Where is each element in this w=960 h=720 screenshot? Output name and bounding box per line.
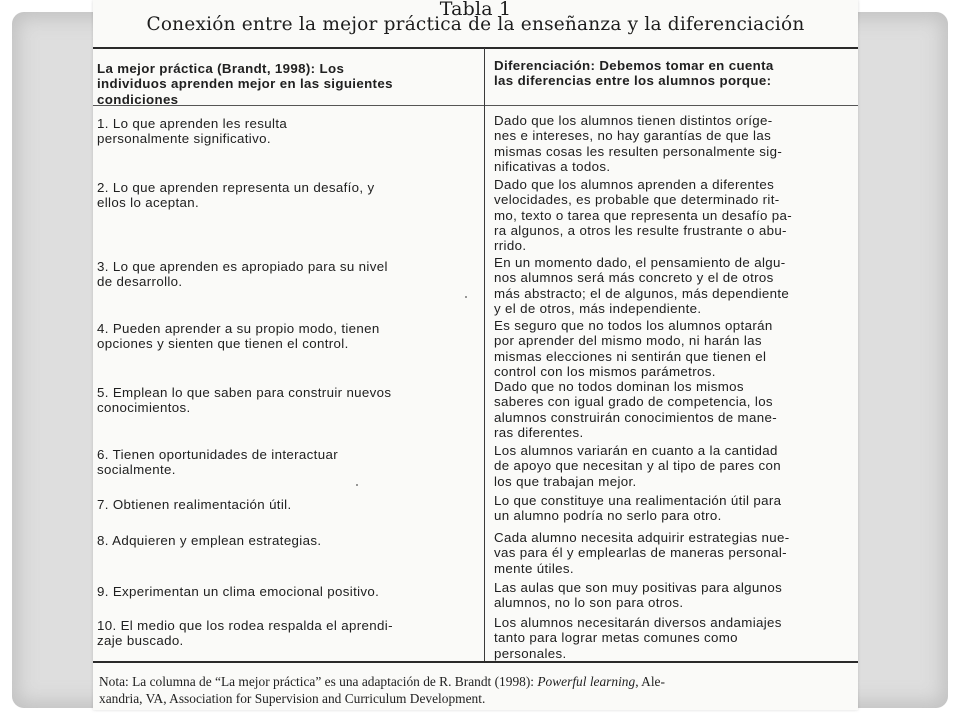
scan-speck — [465, 296, 467, 298]
row-1-left: 1. Lo que aprenden les resulta personalmente significativo. — [97, 116, 288, 147]
row-6-right: Los alumnos variarán en cuanto a la cantidad de apoyo que necesitan y al tipo de pares con los que trabajan mejor. — [494, 443, 782, 489]
note-text: Nota: La columna de “La mejor práctica” es una adaptación de R. Brandt (1998): — [99, 674, 538, 689]
header-right: Diferenciación: Debemos tomar en cuenta las diferencias entre los alumnos porque: — [494, 58, 774, 89]
note-text-end: , Ale- — [635, 674, 665, 689]
table-subtitle: Conexión entre la mejor práctica de la enseñanza y la diferenciación — [146, 14, 805, 35]
row-2-right: Dado que los alumnos aprenden a diferentes velocidades, es probable que determinado rit- mo, texto o tarea que representa un desafío pa- ra algunos, a otros les resulte frustrante o abu- rrido. — [494, 177, 793, 254]
row-7-right: Lo que constituye una realimentación útil para un alumno podría no serlo para otro. — [494, 493, 782, 524]
top-rule — [93, 47, 858, 49]
row-1-right: Dado que los alumnos tienen distintos oríge- nes e intereses, no hay garantías de que las mismas cosas les resulten personalmente sig- nificativas a todos. — [494, 113, 783, 174]
row-10-left: 10. El medio que los rodea respalda el aprendi- zaje buscado. — [97, 618, 393, 649]
row-3-left: 3. Lo que aprenden es apropiado para su nivel de desarrollo. — [97, 259, 388, 290]
row-4-right: Es seguro que no todos los alumnos optarán por aprender del mismo modo, ni harán las mismas elecciones ni sentirán que tienen el control con los mismos parámetros. — [494, 318, 773, 379]
bottom-rule — [93, 661, 858, 663]
column-divider — [484, 48, 485, 661]
row-6-left: 6. Tienen oportunidades de interactuar socialmente. — [97, 447, 338, 478]
row-10-right: Los alumnos necesitarán diversos andamiajes tanto para lograr metas comunes como personales. — [494, 615, 782, 661]
scanned-page — [93, 0, 858, 710]
table-note — [99, 673, 665, 707]
row-4-left: 4. Pueden aprender a su propio modo, tienen opciones y sienten que tienen el control. — [97, 321, 380, 352]
row-8-right: Cada alumno necesita adquirir estrategias nue- vas para él y emplearlas de maneras personal- mente útiles. — [494, 530, 790, 576]
scan-speck — [356, 484, 358, 486]
row-8-left: 8. Adquieren y emplean estrategias. — [97, 533, 322, 548]
row-5-right: Dado que no todos dominan los mismos saberes con igual grado de competencia, los alumnos construirán conocimientos de mane- ras diferentes. — [494, 379, 777, 440]
row-9-left: 9. Experimentan un clima emocional positivo. — [97, 584, 380, 599]
row-3-right: En un momento dado, el pensamiento de algu- nos alumnos será más concreto y el de otros más abstracto; el de algunos, más dependiente y el de otros, más independiente. — [494, 255, 790, 316]
row-9-right: Las aulas que son muy positivas para algunos alumnos, no lo son para otros. — [494, 580, 783, 611]
row-2-left: 2. Lo que aprenden representa un desafío, y ellos lo aceptan. — [97, 180, 375, 211]
table-title: Tabla 1 — [439, 0, 512, 20]
header-left: La mejor práctica (Brandt, 1998): Los individuos aprenden mejor en las siguientes condiciones — [97, 61, 393, 107]
note-book-title: Powerful learning — [537, 674, 636, 689]
note-line-2: xandria, VA, Association for Supervision and Curriculum Development. — [99, 691, 486, 706]
row-5-left: 5. Emplean lo que saben para construir nuevos conocimientos. — [97, 385, 392, 416]
row-7-left: 7. Obtienen realimentación útil. — [97, 497, 292, 512]
